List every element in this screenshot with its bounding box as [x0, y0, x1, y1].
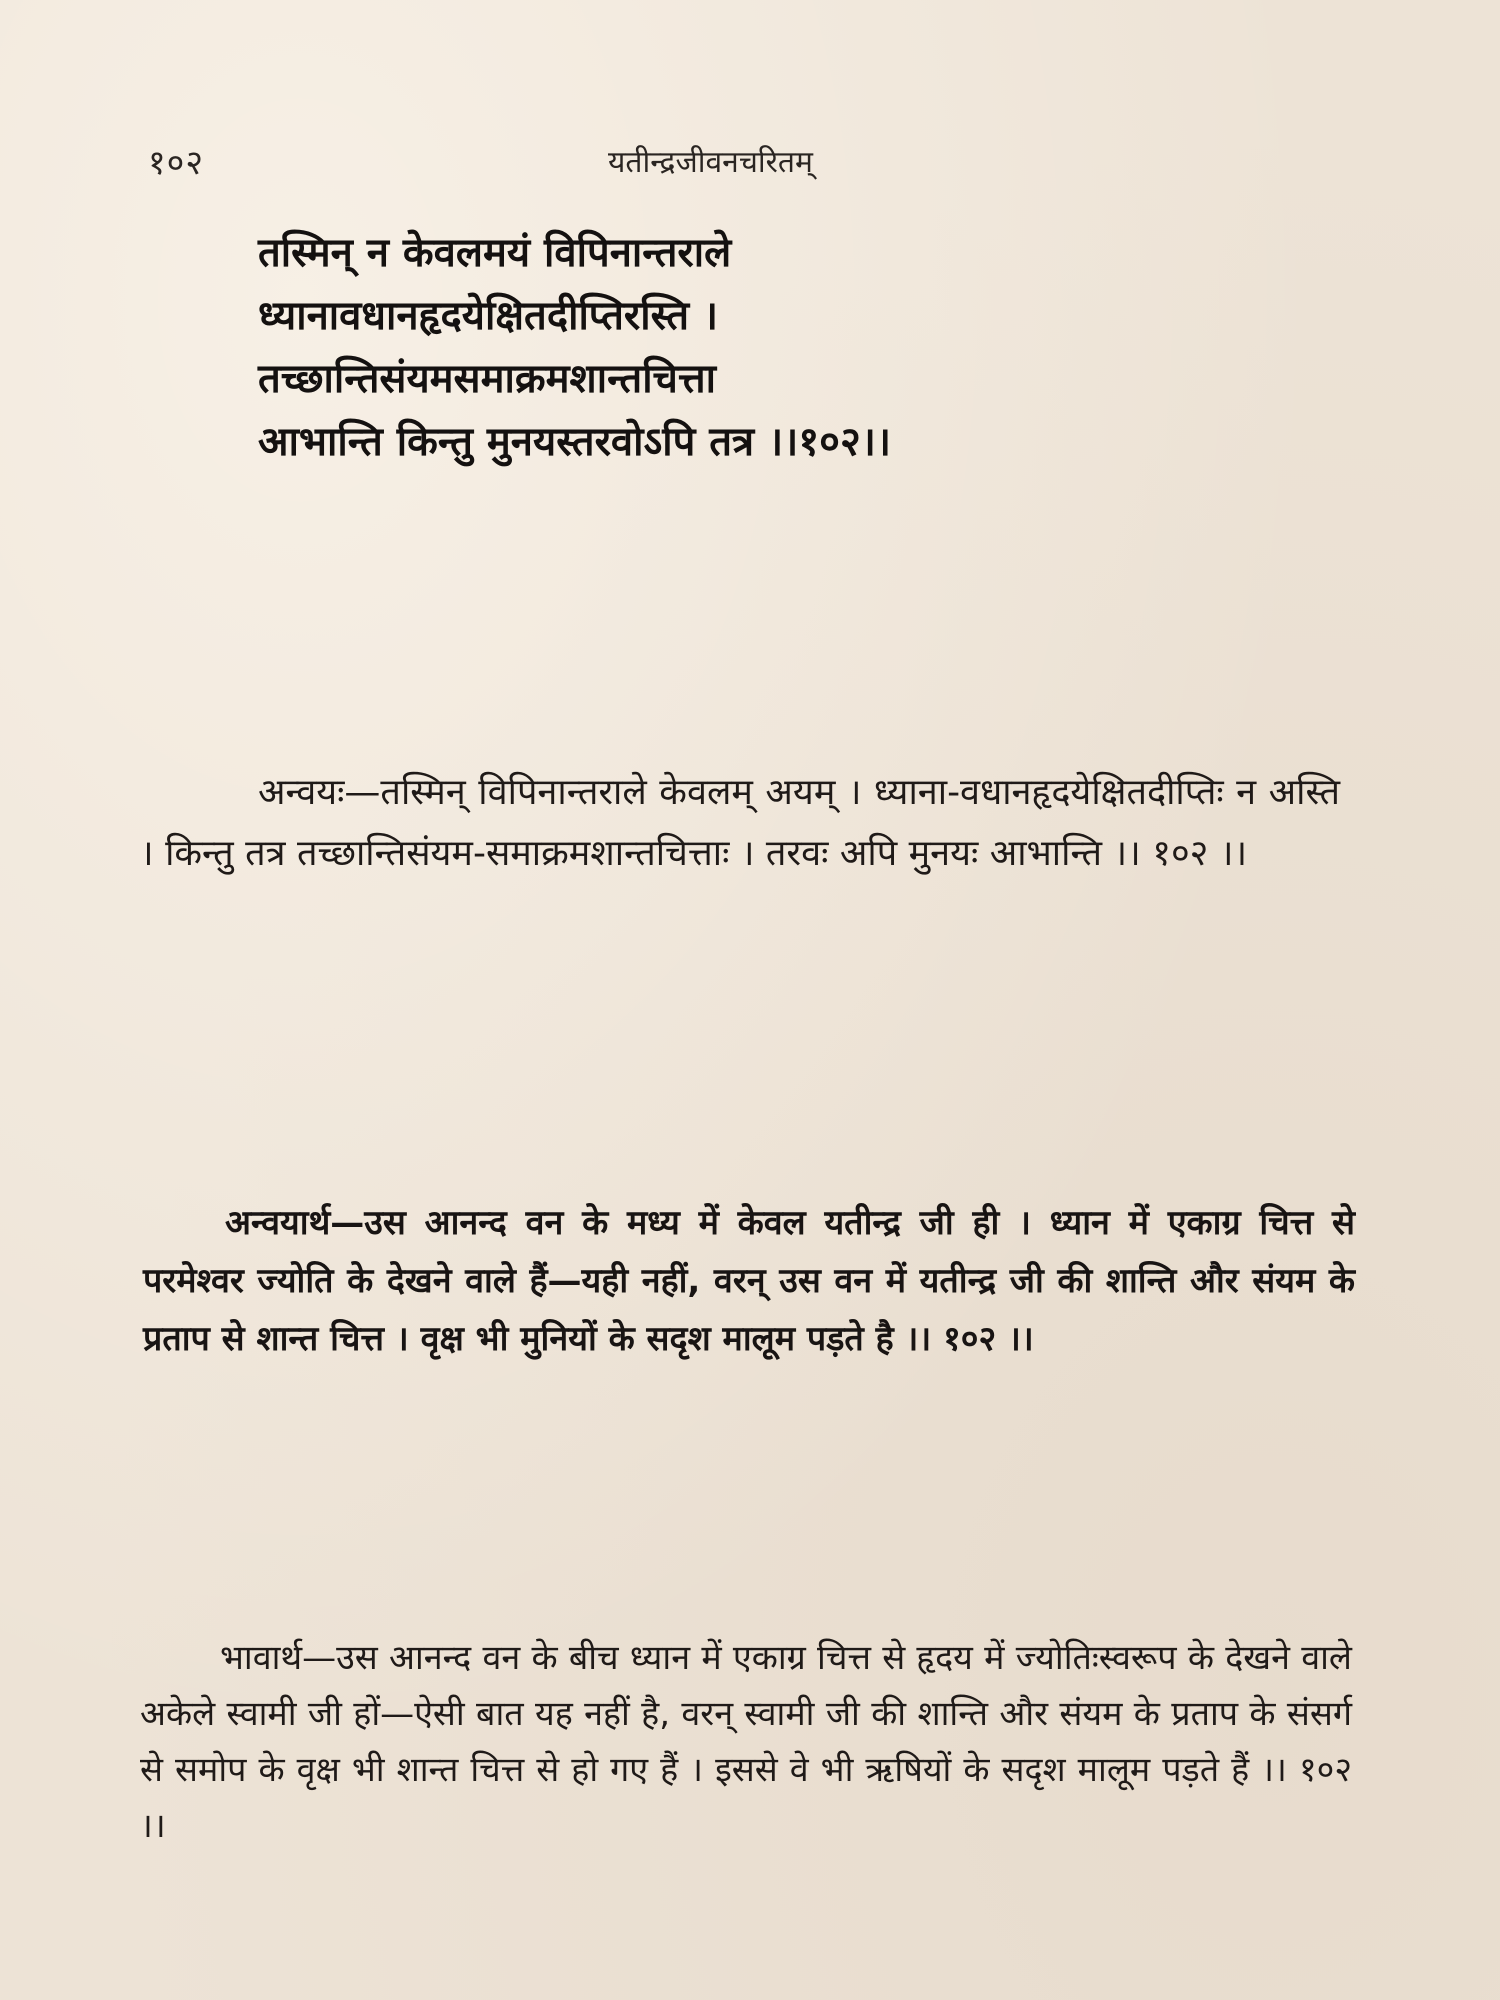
anvaya-paragraph: अन्वयः—तस्मिन् विपिनान्तराले केवलम् अयम् । ध्याना-वधानहृदयेक्षितदीप्तिः न अस्ति । किन्तु तत्र तच्छान्तिसंयम-समाक्रमशान्तचित्ताः । तरवः अपि मुनयः आभान्ति ।। १०२ ।।	[140, 772, 1340, 874]
bhavartha-paragraph: भावार्थ—उस आनन्द वन के बीच ध्यान में एकाग्र चित्त से हृदय में ज्योतिःस्वरूप के देखने वाले अकेले स्वामी जी हों—ऐसी बात यह नहीं है, वरन् स्वामी जी की शान्ति और संयम के प्रताप के संसर्ग से समोप के वृक्ष भी शान्त चित्त से हो गए हैं । इससे वे भी ऋषियों के सदृश मालूम पड़ते हैं ।। १०२ ।।	[140, 1638, 1352, 1846]
verse-line: तच्छान्तिसंयमसमाक्रमशान्तचित्ता	[258, 356, 716, 402]
book-title: यतीन्द्रजीवनचरितम्	[608, 145, 813, 180]
page-number: १०२	[148, 143, 205, 183]
anvayartha-paragraph: अन्वयार्थ—उस आनन्द वन के मध्य में केवल यतीन्द्र जी ही । ध्यान में एकाग्र चित्त से परमेश्वर ज्योति के देखने वाले हैं—यही नहीं, वरन् उस वन में यतीन्द्र जी की शान्ति और संयम के प्रताप से शान्त चित्त । वृक्ष भी मुनियों के सदृश मालूम पड़ते है ।। १०२ ।।	[143, 1203, 1355, 1359]
verse-line: आभान्ति किन्तु मुनयस्तरवोऽपि तत्र ।।१०२।।	[258, 419, 892, 465]
running-head	[148, 138, 1350, 182]
verse-line: तस्मिन् न केवलमयं विपिनान्तराले	[258, 230, 732, 276]
sanskrit-verse	[258, 222, 1258, 474]
verse-line: ध्यानावधानहृदयेक्षितदीप्तिरस्ति ।	[258, 293, 719, 339]
